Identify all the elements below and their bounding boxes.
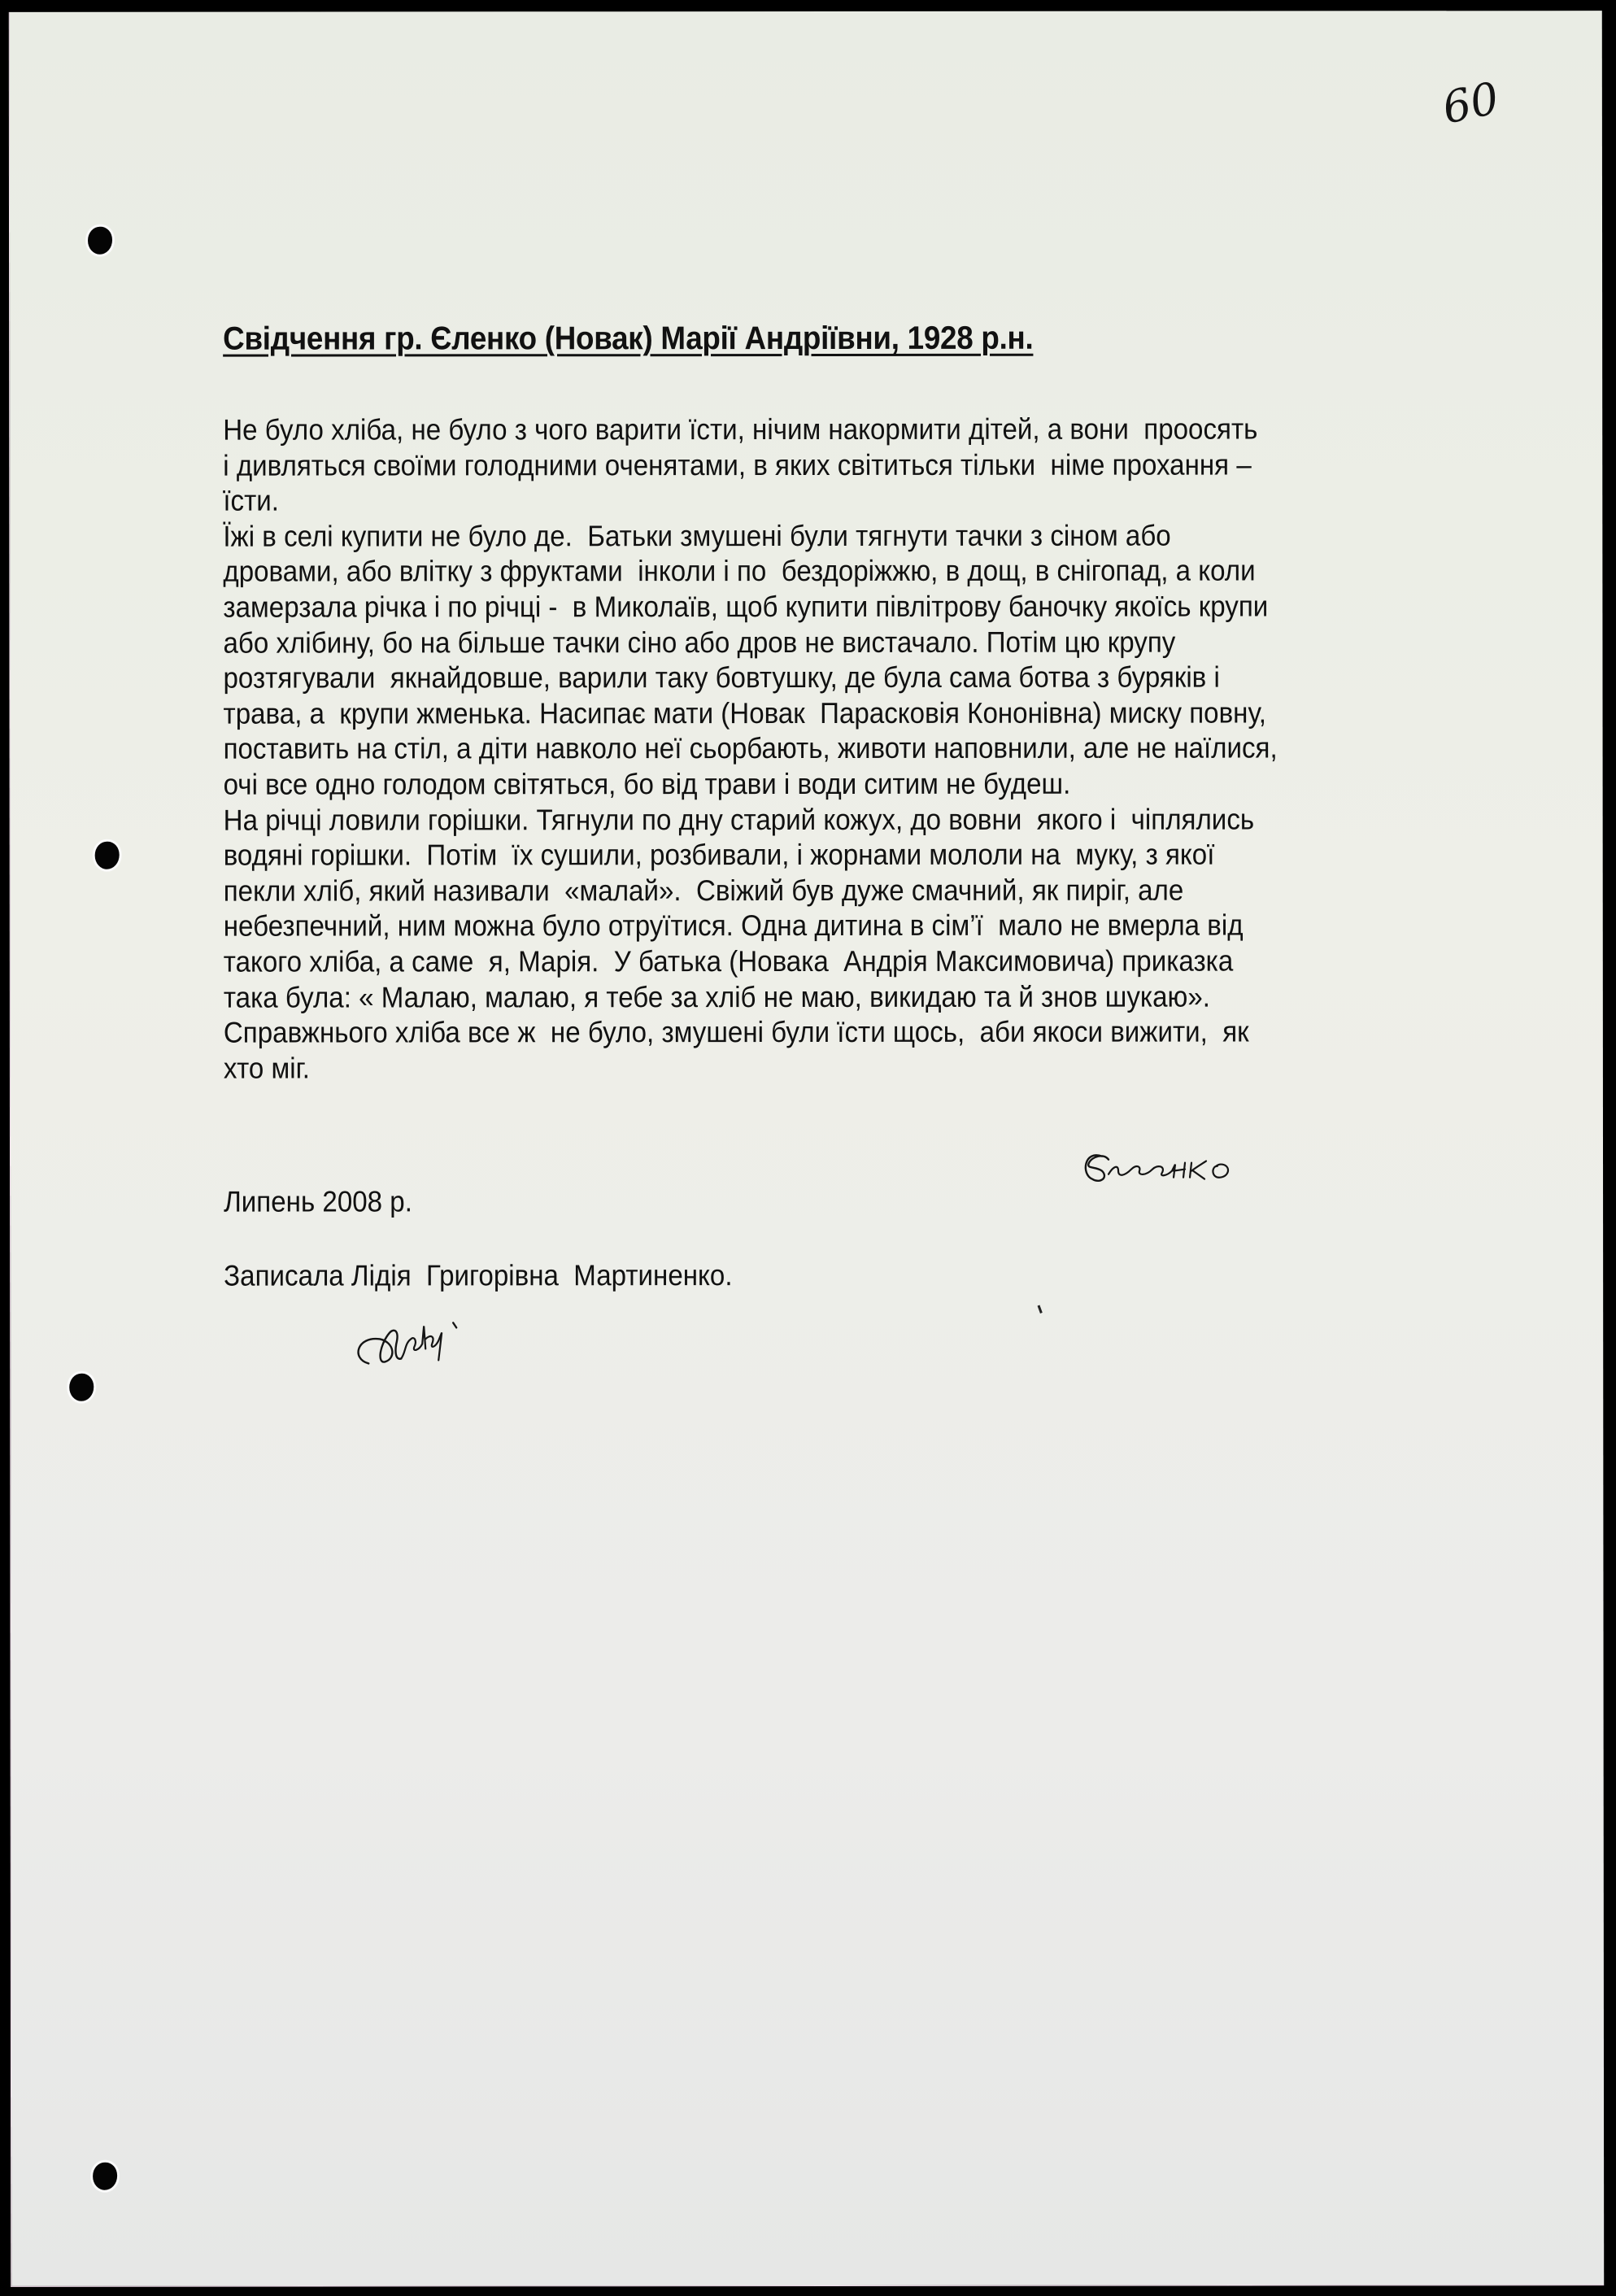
body-line: їсти.	[223, 483, 279, 517]
body-line: розтягували якнайдовше, варили таку бовтушку, де була сама ботва з буряків і	[223, 660, 1220, 695]
witness-signature	[1078, 1141, 1273, 1198]
punch-hole	[88, 227, 112, 255]
body-line: і дивляться своїми голодними оченятами, в яких світиться тільки німе прохання –	[223, 447, 1252, 482]
body-line: або хлібину, бо на більше тачки сіно або дров не вистачало. Потім цю крупу	[223, 625, 1176, 660]
document-page	[9, 11, 1604, 2287]
recorder-signature	[347, 1311, 510, 1376]
punch-hole	[95, 842, 120, 869]
testimony-body	[223, 411, 1451, 1086]
handwritten-page-number: 60	[1438, 72, 1504, 134]
punch-hole	[93, 2163, 117, 2190]
body-line: така була: « Малаю, малаю, я тебе за хліб не маю, викидаю та й знов шукаю».	[223, 979, 1210, 1014]
body-line: На річці ловили горішки. Тягнули по дну старий кожух, до вовни якого і чіплялись	[223, 802, 1255, 837]
body-line: Їжі в селі купити не було де. Батьки змушені були тягнути тачки з сіном або	[223, 518, 1171, 553]
body-line: Не було хліба, не було з чого варити їсти, нічим накормити дітей, а вони проосять	[223, 412, 1258, 447]
document-title: Свідчення гр. Єленко (Новак) Марії Андріївни, 1928 р.н.	[223, 320, 1034, 357]
body-line: дровами, або влітку з фруктами інколи і по бездоріжжю, в дощ, в снігопад, а коли	[223, 553, 1256, 589]
body-line: водяні горішки. Потім їх сушили, розбивали, і жорнами мололи на муку, з якої	[223, 837, 1215, 872]
recorded-by-line: Записала Лідія Григорівна Мартиненко.	[224, 1258, 733, 1292]
body-line: пекли хліб, який називали «малай». Свіжий був дуже смачний, як пиріг, але	[223, 873, 1184, 908]
stray-pen-mark	[1038, 1305, 1043, 1314]
body-line: хто міг.	[223, 1051, 310, 1085]
body-line: очі все одно голодом світяться, бо від трави і води ситим не будеш.	[223, 766, 1071, 801]
body-line: небезпечний, ним можна було отруїтися. Одна дитина в сім’ї мало не вмерла від	[223, 908, 1244, 943]
body-line: Справжнього хліба все ж не було, змушені були їсти щось, аби якоси вижити, як	[223, 1014, 1249, 1049]
body-line: такого хліба, а саме я, Марія. У батька (Новака Андрія Максимовича) приказка	[223, 943, 1234, 978]
body-line: замерзала річка і по річці - в Миколаїв, щоб купити півлітрову баночку якоїсь крупи	[223, 589, 1269, 624]
body-line: трава, а крупи жменька. Насипає мати (Новак Парасковія Кононівна) миску повну,	[223, 695, 1266, 730]
document-date: Липень 2008 р.	[224, 1184, 412, 1218]
body-line: поставить на стіл, а діти навколо неї сьорбають, животи наповнили, але не наїлися,	[223, 730, 1278, 765]
punch-hole	[69, 1374, 94, 1401]
